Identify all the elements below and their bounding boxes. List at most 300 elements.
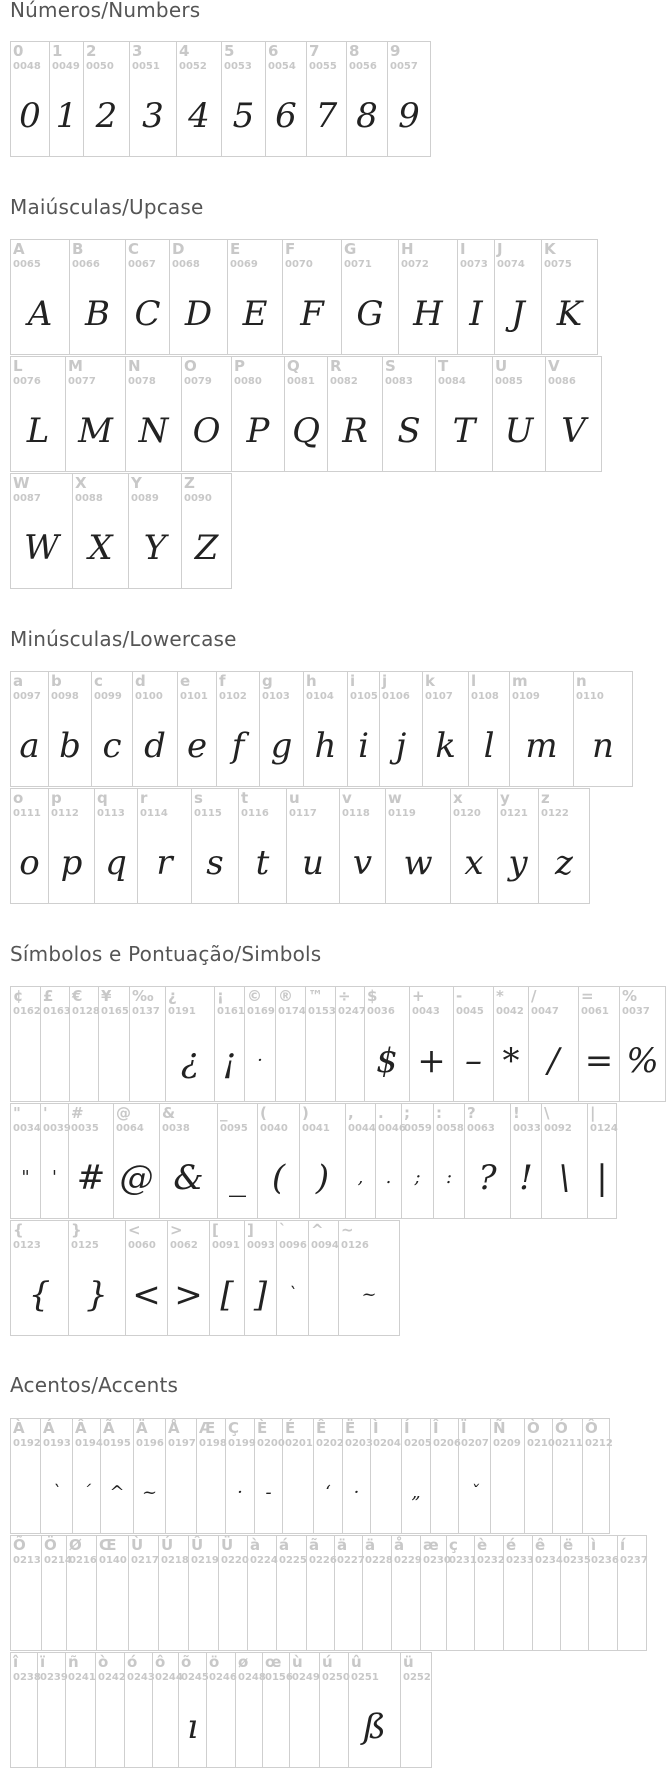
glyph-character-label: * (496, 987, 504, 1005)
glyph-cell (114, 1104, 160, 1218)
glyph-cell (248, 1536, 277, 1650)
glyph-character-label: é (506, 1536, 517, 1554)
glyph-cell (276, 987, 306, 1101)
glyph-cell (258, 1104, 300, 1218)
glyph-cell (260, 672, 304, 786)
glyph-code-label: 0113 (97, 808, 125, 819)
glyph-sample: > (174, 1275, 203, 1315)
glyph-character-label: ¥ (101, 987, 112, 1005)
glyph-cell (399, 240, 458, 354)
glyph-sample: u (302, 843, 324, 883)
glyph-sample: 6 (275, 96, 297, 136)
glyph-sample: 4 (188, 96, 210, 136)
glyph-code-label: 0220 (221, 1555, 249, 1566)
glyph-character-label: ÷ (338, 987, 351, 1005)
glyph-character-label: A (13, 240, 25, 258)
glyph-character-label: I (460, 240, 466, 258)
glyph-cell (11, 474, 73, 588)
glyph-code-label: 0237 (620, 1555, 648, 1566)
glyph-sample: { (28, 1275, 51, 1315)
glyph-row (10, 986, 666, 1102)
glyph-sample (97, 1568, 128, 1650)
glyph-code-label: 0121 (500, 808, 528, 819)
glyph-cell (179, 1653, 207, 1767)
glyph-cell (542, 240, 598, 354)
glyph-sample: N (138, 411, 169, 451)
glyph-cell (434, 1104, 465, 1218)
glyph-sample (525, 1451, 552, 1533)
glyph-code-label: 0225 (279, 1555, 307, 1566)
glyph-character-label: . (378, 1104, 384, 1122)
glyph-code-label: 0206 (433, 1438, 461, 1449)
glyph-cell (42, 1536, 72, 1650)
glyph-sample: Q (292, 411, 320, 451)
glyph-cell (245, 987, 276, 1101)
glyph-character-label: ® (278, 987, 293, 1005)
glyph-character-label: È (257, 1419, 268, 1437)
glyph-code-label: 0234 (535, 1555, 563, 1566)
glyph-character-label: m (512, 672, 528, 690)
glyph-sample (392, 1568, 420, 1650)
glyph-code-label: 0039 (43, 1123, 71, 1134)
glyph-cell (376, 1104, 406, 1218)
glyph-cell (182, 357, 232, 471)
glyph-sample: y (508, 843, 528, 883)
glyph-code-label: 0062 (170, 1240, 198, 1251)
glyph-sample: q (105, 843, 127, 883)
glyph-code-label: 0101 (180, 691, 208, 702)
glyph-code-label: 0128 (72, 1006, 100, 1017)
glyph-code-label: 0244 (155, 1672, 183, 1683)
glyph-sample (553, 1451, 582, 1533)
glyph-sample (11, 1451, 40, 1533)
glyph-character-label: W (13, 474, 30, 492)
glyph-code-label: 0096 (279, 1240, 307, 1251)
glyph-character-label: , (348, 1104, 354, 1122)
glyph-cell (73, 1419, 101, 1533)
glyph-sample (589, 1568, 617, 1650)
glyph-sample: p (60, 843, 83, 883)
glyph-character-label: ã (309, 1536, 320, 1554)
glyph-sample: ˇ (470, 1482, 479, 1503)
glyph-character-label: ç (449, 1536, 458, 1554)
glyph-cell (228, 240, 283, 354)
glyph-sample (401, 1685, 431, 1767)
glyph-cell (69, 1221, 126, 1335)
glyph-sample: E (242, 294, 268, 334)
glyph-sample (421, 1568, 446, 1650)
glyph-code-label: 0122 (541, 808, 569, 819)
glyph-code-label: 0252 (403, 1672, 431, 1683)
glyph-code-label: 0107 (425, 691, 453, 702)
glyph-cell (421, 1536, 451, 1650)
glyph-character-label: í (620, 1536, 626, 1554)
glyph-cell (129, 474, 182, 588)
glyph-cell (504, 1536, 533, 1650)
glyph-sample: k (435, 726, 456, 766)
glyph-character-label: C (128, 240, 140, 258)
glyph-sample: m (525, 726, 558, 766)
glyph-cell (402, 1419, 431, 1533)
glyph-code-label: 0091 (212, 1240, 240, 1251)
glyph-code-label: 0085 (495, 376, 523, 387)
glyph-code-label: 0247 (338, 1006, 366, 1017)
glyph-sample: _ (229, 1158, 246, 1198)
glyph-character-label: # (71, 1104, 84, 1122)
glyph-code-label: 0066 (72, 259, 100, 270)
glyph-sample: t (255, 843, 270, 883)
glyph-code-label: 0061 (581, 1006, 609, 1017)
glyph-cell (307, 42, 347, 156)
glyph-character-label: = (581, 987, 594, 1005)
glyph-sample (11, 1568, 41, 1650)
glyph-sample: @ (119, 1158, 154, 1198)
glyph-code-label: 0046 (378, 1123, 406, 1134)
glyph-cell (177, 42, 222, 156)
glyph-character-label: + (412, 987, 425, 1005)
glyph-cell (126, 240, 170, 354)
glyph-character-label: H (401, 240, 414, 258)
glyph-character-label: R (330, 357, 342, 375)
glyph-code-label: 0156 (265, 1672, 293, 1683)
glyph-cell (11, 672, 49, 786)
glyph-cell (588, 1104, 617, 1218)
glyph-code-label: 0098 (51, 691, 79, 702)
glyph-code-label: 0230 (423, 1555, 451, 1566)
glyph-sample: C (134, 294, 161, 334)
glyph-cell (11, 1419, 41, 1533)
glyph-cell (99, 987, 130, 1101)
glyph-character-label: 4 (179, 42, 190, 60)
glyph-code-label: 0195 (103, 1438, 131, 1449)
glyph-code-label: 0089 (131, 493, 159, 504)
glyph-code-label: 0250 (322, 1672, 350, 1683)
section-title-lowercase: Minúsculas/Lowercase (10, 627, 237, 651)
glyph-cell (153, 1653, 183, 1767)
glyph-character-label: Ç (228, 1419, 240, 1437)
glyph-code-label: 0069 (230, 259, 258, 270)
glyph-sample: ´ (82, 1482, 91, 1503)
glyph-code-label: 0242 (98, 1672, 126, 1683)
glyph-character-label: : (436, 1104, 442, 1122)
glyph-character-label: Ù (131, 1536, 144, 1554)
glyph-character-label: 2 (86, 42, 97, 60)
glyph-code-label: 0205 (404, 1438, 432, 1449)
glyph-character-label: ä (337, 1536, 348, 1554)
glyph-sample: ^ (109, 1482, 125, 1503)
glyph-cell (166, 987, 215, 1101)
glyph-sample: H (413, 294, 443, 334)
glyph-sample (197, 1451, 225, 1533)
glyph-character-label: ‰ (132, 987, 154, 1005)
glyph-sample: x (464, 843, 484, 883)
glyph-character-label: À (13, 1419, 25, 1437)
glyph-character-label: ù (292, 1653, 303, 1671)
glyph-code-label: 0088 (75, 493, 103, 504)
glyph-character-label: ê (535, 1536, 546, 1554)
glyph-sample: ` (52, 1482, 61, 1503)
glyph-code-label: 0103 (262, 691, 290, 702)
glyph-character-label: h (306, 672, 317, 690)
glyph-character-label: Â (75, 1419, 87, 1437)
glyph-code-label: 0248 (238, 1672, 266, 1683)
glyph-sample: 1 (55, 96, 78, 136)
glyph-sample: : (445, 1167, 453, 1188)
glyph-sample (504, 1568, 532, 1650)
glyph-sample (67, 1568, 96, 1650)
glyph-cell (574, 672, 633, 786)
glyph-cell (339, 1221, 400, 1335)
glyph-character-label: j (382, 672, 388, 690)
glyph-cell (178, 672, 217, 786)
glyph-cell (159, 1536, 189, 1650)
glyph-cell (97, 1536, 129, 1650)
glyph-sample (309, 1253, 338, 1335)
glyph-cell (66, 357, 126, 471)
glyph-code-label: 0081 (287, 376, 315, 387)
glyph-code-label: 0229 (394, 1555, 422, 1566)
glyph-cell (349, 1653, 401, 1767)
glyph-code-label: 0084 (438, 376, 466, 387)
glyph-character-label: % (622, 987, 638, 1005)
glyph-character-label: G (344, 240, 357, 258)
glyph-sample (320, 1685, 348, 1767)
glyph-code-label: 0243 (127, 1672, 155, 1683)
glyph-cell (328, 357, 383, 471)
glyph-cell (423, 672, 469, 786)
glyph-code-label: 0203 (345, 1438, 373, 1449)
glyph-sample: d (144, 726, 166, 766)
glyph-code-label: 0036 (367, 1006, 395, 1017)
glyph-sample: ; (414, 1167, 421, 1188)
glyph-code-label: 0068 (172, 259, 200, 270)
glyph-code-label: 0053 (224, 61, 252, 72)
glyph-row (10, 473, 232, 589)
glyph-sample: + (417, 1041, 446, 1081)
glyph-code-label: 0227 (337, 1555, 365, 1566)
glyph-cell (168, 1221, 210, 1335)
glyph-character-label: - (456, 987, 463, 1005)
glyph-sample: [ (220, 1275, 234, 1315)
glyph-character-label: x (453, 789, 463, 807)
glyph-code-label: 0212 (585, 1438, 613, 1449)
glyph-cell (182, 474, 232, 588)
glyph-sample (307, 1568, 334, 1650)
glyph-character-label: P (234, 357, 245, 375)
glyph-cell (380, 672, 423, 786)
glyph-cell (166, 1419, 197, 1533)
section-title-upcase: Maiúsculas/Upcase (10, 195, 204, 219)
glyph-code-label: 0218 (161, 1555, 189, 1566)
glyph-code-label: 0216 (69, 1555, 97, 1566)
glyph-cell (11, 357, 66, 471)
glyph-character-label: õ (181, 1653, 192, 1671)
glyph-cell (498, 789, 539, 903)
glyph-cell (589, 1536, 618, 1650)
glyph-character-label: Û (191, 1536, 204, 1554)
glyph-cell (371, 1419, 402, 1533)
glyph-code-label: 0193 (43, 1438, 71, 1449)
glyph-code-label: 0052 (179, 61, 207, 72)
glyph-sample: 5 (232, 96, 255, 136)
glyph-sample: K (556, 294, 583, 334)
glyph-cell (491, 1419, 525, 1533)
glyph-sample: 8 (356, 96, 378, 136)
glyph-sample (277, 1568, 306, 1650)
glyph-code-label: 0126 (341, 1240, 369, 1251)
glyph-cell (363, 1536, 392, 1650)
glyph-character-label: Ì (373, 1419, 379, 1437)
glyph-code-label: 0140 (99, 1555, 127, 1566)
glyph-cell (11, 987, 41, 1101)
glyph-cell (222, 42, 266, 156)
glyph-code-label: 0090 (184, 493, 212, 504)
glyph-sample: I (469, 294, 483, 334)
glyph-sample (491, 1451, 524, 1533)
glyph-sample: b (59, 726, 81, 766)
glyph-code-label: 0124 (590, 1123, 618, 1134)
glyph-sample: M (78, 411, 113, 451)
glyph-character-label: a (13, 672, 24, 690)
glyph-code-label: 0067 (128, 259, 156, 270)
glyph-character-label: Í (404, 1419, 410, 1437)
glyph-code-label: 0163 (43, 1006, 71, 1017)
glyph-sample (236, 1685, 262, 1767)
glyph-character-label: y (500, 789, 510, 807)
glyph-character-label: V (548, 357, 560, 375)
glyph-cell (542, 1104, 588, 1218)
glyph-sample (533, 1568, 560, 1650)
glyph-code-label: 0063 (467, 1123, 495, 1134)
glyph-character-label: & (162, 1104, 176, 1122)
glyph-cell (307, 1536, 335, 1650)
glyph-row (10, 1418, 613, 1534)
glyph-code-label: 0114 (140, 808, 168, 819)
glyph-sample: Y (143, 528, 167, 568)
glyph-code-label: 0198 (199, 1438, 227, 1449)
glyph-character-label: d (135, 672, 146, 690)
glyph-code-label: 0074 (497, 259, 525, 270)
glyph-code-label: 0123 (13, 1240, 41, 1251)
glyph-character-label: | (590, 1104, 596, 1122)
glyph-cell (236, 1653, 266, 1767)
glyph-sample (336, 1019, 364, 1101)
glyph-code-label: 0041 (302, 1123, 330, 1134)
glyph-character-label: Å (168, 1419, 180, 1437)
glyph-code-label: 0192 (13, 1438, 41, 1449)
glyph-sample: S (397, 411, 421, 451)
glyph-cell (41, 987, 70, 1101)
glyph-code-label: 0058 (436, 1123, 464, 1134)
glyph-row (10, 788, 590, 904)
glyph-code-label: 0102 (219, 691, 247, 702)
glyph-character-label: Ë (345, 1419, 356, 1437)
glyph-cell (336, 987, 365, 1101)
glyph-code-label: 0055 (309, 61, 337, 72)
glyph-sample: i (358, 726, 369, 766)
glyph-character-label: Ö (44, 1536, 57, 1554)
glyph-character-label: @ (116, 1104, 131, 1122)
glyph-cell (49, 672, 92, 786)
glyph-character-label: Ú (161, 1536, 174, 1554)
glyph-sample: – (465, 1041, 482, 1081)
glyph-code-label: 0080 (234, 376, 262, 387)
glyph-sample (153, 1685, 178, 1767)
glyph-cell (620, 987, 666, 1101)
glyph-code-label: 0038 (162, 1123, 190, 1134)
glyph-code-label: 0054 (268, 61, 296, 72)
glyph-sample: · (353, 1482, 360, 1503)
glyph-code-label: 0232 (477, 1555, 505, 1566)
glyph-cell (546, 357, 602, 471)
glyph-cell (38, 1653, 66, 1767)
glyph-character-label: { (13, 1221, 24, 1239)
glyph-sample: ‘ (325, 1482, 331, 1503)
glyph-cell (266, 42, 307, 156)
glyph-cell (192, 789, 239, 903)
glyph-sample (248, 1568, 276, 1650)
glyph-cell (73, 474, 129, 588)
glyph-code-label: 0070 (285, 259, 313, 270)
glyph-sample (263, 1685, 289, 1767)
glyph-cell (340, 789, 386, 903)
glyph-sample: V (561, 411, 586, 451)
glyph-sample: A (27, 294, 53, 334)
glyph-code-label: 0100 (135, 691, 163, 702)
glyph-character-label: Ñ (493, 1419, 506, 1437)
glyph-code-label: 0071 (344, 259, 372, 270)
glyph-sample (431, 1451, 458, 1533)
glyph-code-label: 0035 (71, 1123, 99, 1134)
glyph-cell (126, 357, 182, 471)
glyph-cell (306, 987, 336, 1101)
glyph-character-label: Ò (527, 1419, 540, 1437)
glyph-character-label: F (285, 240, 296, 258)
glyph-sample: * (502, 1041, 520, 1081)
glyph-cell (458, 240, 495, 354)
glyph-character-label: E (230, 240, 241, 258)
glyph-character-label: B (72, 240, 84, 258)
glyph-code-label: 0211 (555, 1438, 583, 1449)
glyph-character-label: o (13, 789, 24, 807)
glyph-character-label: J (497, 240, 503, 258)
glyph-sample (371, 1451, 401, 1533)
glyph-code-label: 0108 (471, 691, 499, 702)
glyph-sample (618, 1568, 646, 1650)
glyph-sample: w (403, 843, 433, 883)
glyph-character-label: } (71, 1221, 82, 1239)
glyph-code-label: 0125 (71, 1240, 99, 1251)
glyph-character-label: Z (184, 474, 195, 492)
glyph-code-label: 0228 (365, 1555, 393, 1566)
glyph-cell (320, 1653, 349, 1767)
glyph-cell (475, 1536, 504, 1650)
glyph-code-label: 0199 (228, 1438, 256, 1449)
glyph-code-label: 0239 (40, 1672, 68, 1683)
glyph-cell (210, 1221, 245, 1335)
glyph-code-label: 0086 (548, 376, 576, 387)
glyph-character-label: à (250, 1536, 261, 1554)
glyph-character-label: ì (591, 1536, 597, 1554)
glyph-cell (11, 1221, 69, 1335)
glyph-cell (465, 1104, 511, 1218)
glyph-cell (553, 1419, 583, 1533)
glyph-sample: ¿ (180, 1041, 200, 1081)
glyph-sample (219, 1568, 247, 1650)
glyph-cell (431, 1419, 459, 1533)
glyph-sample: ı (187, 1707, 198, 1747)
glyph-sample: ( (271, 1158, 286, 1198)
